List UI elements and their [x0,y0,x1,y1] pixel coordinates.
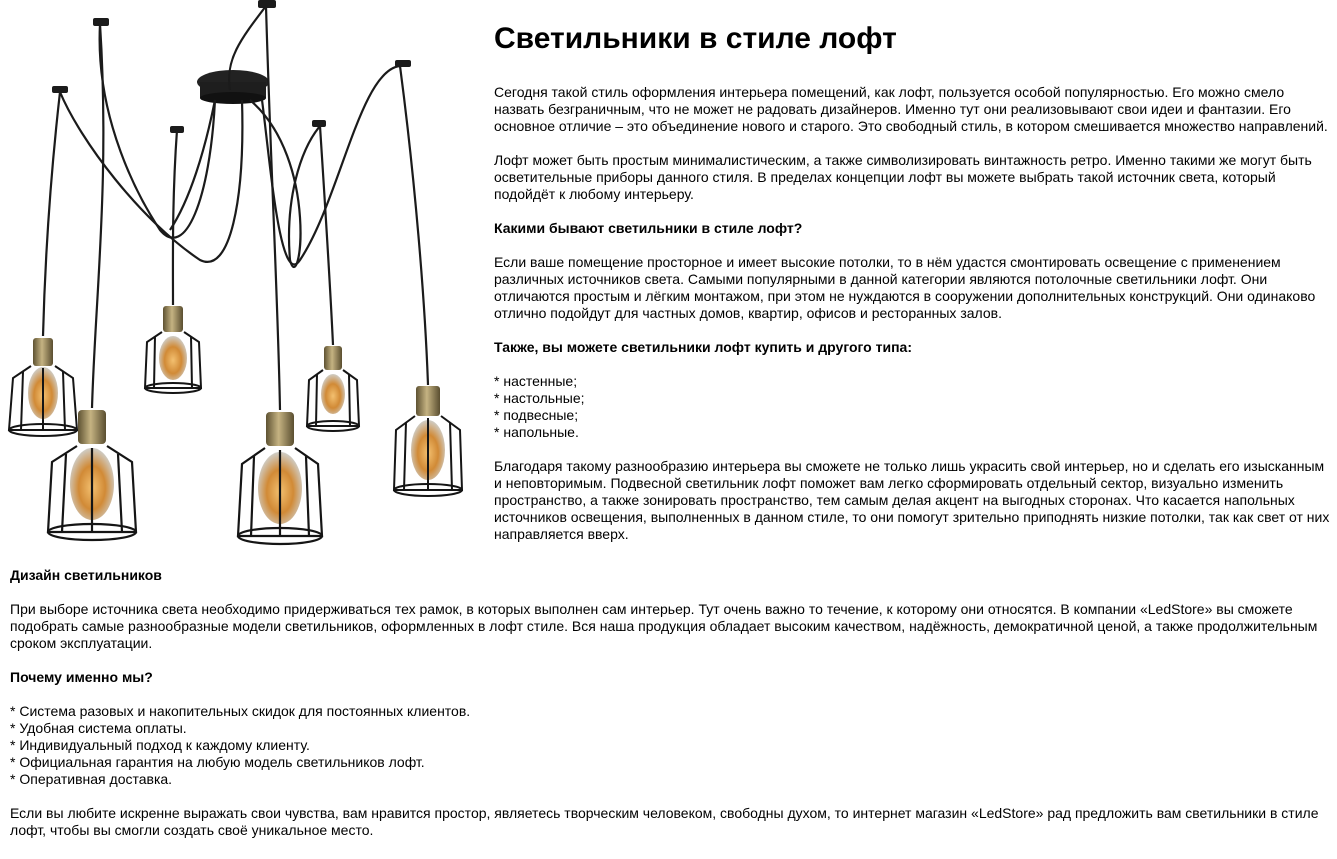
list-item: * Индивидуальный подход к каждому клиенту. [10,737,1332,754]
list-item: * настольные; [494,390,1332,407]
pendant-lamp [238,412,322,544]
other-types-heading: Также, вы можете светильники лофт купить и другого типа: [494,339,912,355]
pendant-lamp [307,346,359,431]
list-item: * напольные. [494,424,1332,441]
ceiling-canopy [197,70,269,104]
design-heading: Дизайн светильников [10,567,162,583]
list-item: * Система разовых и накопительных скидок для постоянных клиентов. [10,703,1332,720]
intro-paragraph: Сегодня такой стиль оформления интерьера помещений, как лофт, пользуется особой популярностью. Его можно смело назвать безграничным, что не может не радовать дизайнеров. Именно тут они реализовывают свои идеи и фантазии. Его основное отличие – это объединение нового и старого. Это свободный стиль, в котором смешивается множество направлений. [494,84,1328,134]
intro-paragraph: Лофт может быть простым минималистическим, а также символизировать винтажность ретро. Именно такими же могут быть осветительные приборы данного стиля. В пределах концепции лофт вы можете выбрать такой источник света, который подойдёт к любому интерьеру. [494,152,1312,202]
closing-paragraph: Если вы любите искренне выражать свои чувства, вам нравится простор, являетесь творческим человеком, свободны духом, то интернет магазин «LedStore» рад предложить вам светильники в стиле лофт, чтобы вы смогли создать своё уникальное место. [10,805,1319,838]
types-paragraph: Если ваше помещение просторное и имеет высокие потолки, то в нём удастся смонтировать освещение с применением различных источников света. Самыми популярными в данной категории являются потолочные светильники лофт. Они отличаются простым и лёгким монтажом, при этом не нуждаются в сооружении дополнительных конструкций. Они одинаково отлично подойдут для частных домов, квартир, офисов и ресторанных залов. [494,254,1316,321]
other-types-list [494,373,1332,441]
pendant-lamp [9,338,77,436]
pendant-lamp [394,386,462,496]
article-bottom-section [10,567,1332,856]
list-item: * Официальная гарантия на любую модель светильников лофт. [10,754,1332,771]
pendant-lamp [145,306,201,393]
list-item: * подвесные; [494,407,1332,424]
why-us-list [10,703,1332,788]
article-right-column [494,16,1332,560]
list-item: * Оперативная доставка. [10,771,1332,788]
cords [43,6,428,410]
list-item: * Удобная система оплаты. [10,720,1332,737]
types-heading: Какими бывают светильники в стиле лофт? [494,220,803,236]
why-us-heading: Почему именно мы? [10,669,153,685]
variety-paragraph: Благодаря такому разнообразию интерьера вы сможете не только лишь украсить свой интерьер, но и сделать его изысканным и неповторимым. Подвесной светильник лофт поможет вам легко сформировать отдельный сектор, визуально изменить пространство, а также зонировать пространство, тем самым делая акцент на выгодных сторонах. Что касается напольных источников освещения, выполненных в данном стиле, то они помогут зрительно приподнять низкие потолки, так как свет от них направляется вверх. [494,458,1330,542]
design-paragraph: При выборе источника света необходимо придерживаться тех рамок, в которых выполнен сам интерьер. Тут очень важно то течение, к которому они относятся. В компании «LedStore» вы сможете подобрать самые разнообразные модели светильников, оформленных в лофт стиле. Вся наша продукция обладает высоким качеством, надёжность, демократичной ценой, а также продолжительным сроком эксплуатации. [10,601,1318,651]
list-item: * настенные; [494,373,1332,390]
page-title: Светильники в стиле лофт [494,22,897,55]
loft-pendant-chandelier-image [0,0,486,552]
